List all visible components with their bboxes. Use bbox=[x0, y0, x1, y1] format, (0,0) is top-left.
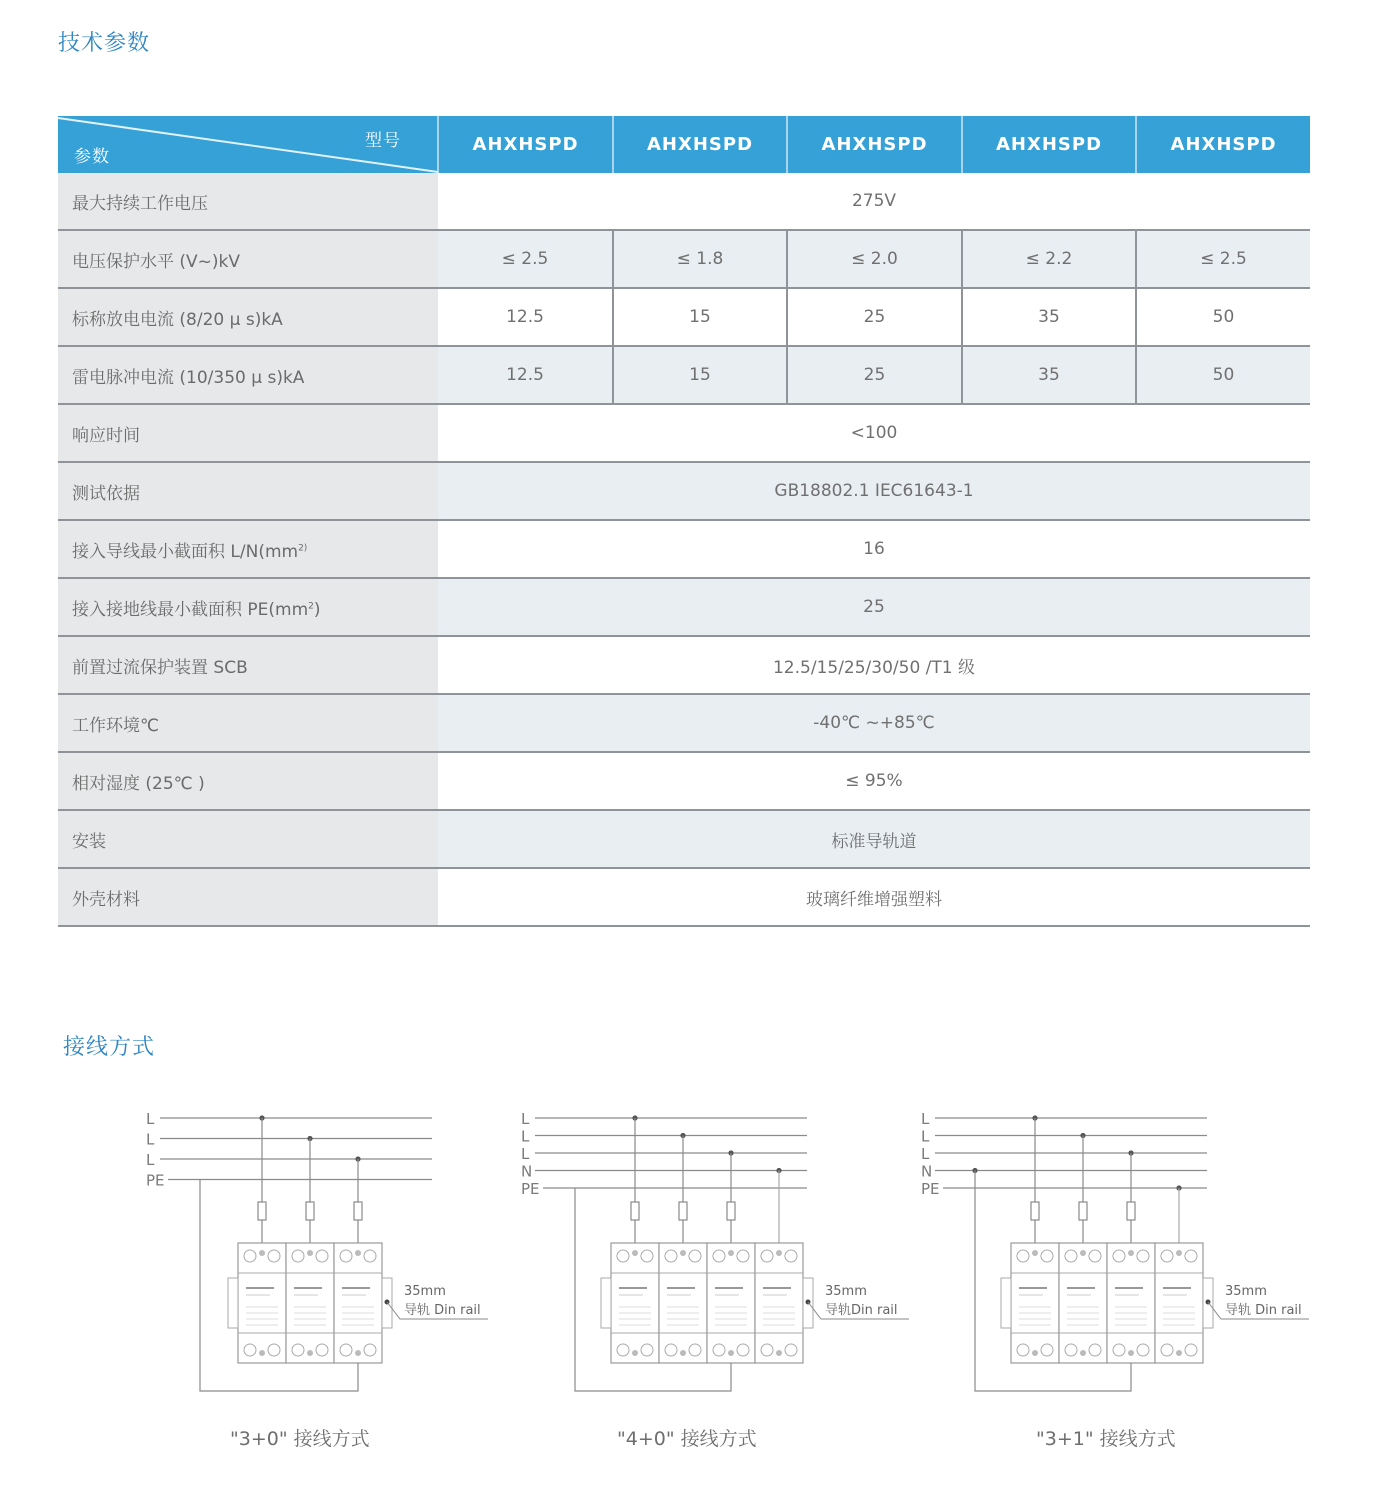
spd-module bbox=[611, 1243, 659, 1363]
param-label bbox=[58, 173, 438, 230]
model-header: AHXHSPD bbox=[613, 116, 787, 173]
terminal-point bbox=[632, 1250, 638, 1256]
param-text: 安装 bbox=[72, 831, 106, 852]
value-cell-spanning: 12.5/15/25/30/50 /T1 级 bbox=[438, 636, 1310, 694]
rail-size-label: 35mm bbox=[1225, 1284, 1267, 1299]
line-label: PE bbox=[521, 1180, 540, 1198]
param-label bbox=[58, 636, 438, 694]
terminal-point bbox=[259, 1250, 265, 1256]
wiring-diagram bbox=[515, 1100, 915, 1404]
wiring-section-title: 接线方式 bbox=[63, 1035, 156, 1060]
table-row bbox=[58, 694, 1310, 752]
value-cell: 12.5 bbox=[438, 288, 613, 346]
fuse-icon bbox=[1079, 1202, 1087, 1220]
value-cell: 12.5 bbox=[438, 346, 613, 404]
value-cell-spanning: -40℃ ~+85℃ bbox=[438, 694, 1310, 752]
diagram-caption: "3+1" 接线方式 bbox=[1036, 1428, 1176, 1450]
terminal-point bbox=[680, 1250, 686, 1256]
table-row bbox=[58, 752, 1310, 810]
table-row bbox=[58, 578, 1310, 636]
table-row bbox=[58, 462, 1310, 520]
param-label bbox=[58, 810, 438, 868]
value-cell-spanning: 25 bbox=[438, 578, 1310, 636]
spec-section-title: 技术参数 bbox=[58, 31, 151, 56]
terminal-point bbox=[1032, 1350, 1038, 1356]
fuse-icon bbox=[1031, 1202, 1039, 1220]
value-cell: 50 bbox=[1136, 346, 1310, 404]
terminal-point bbox=[1128, 1350, 1134, 1356]
value-cell: 25 bbox=[787, 346, 962, 404]
terminal-point bbox=[776, 1250, 782, 1256]
table-row bbox=[58, 288, 1310, 346]
value-cell-spanning: <100 bbox=[438, 404, 1310, 462]
spec-table bbox=[58, 116, 1310, 927]
param-label bbox=[58, 404, 438, 462]
din-rail-end bbox=[228, 1278, 238, 1328]
param-text: 前置过流保护装置 SCB bbox=[72, 657, 248, 678]
param-text: 接入接地线最小截面积 PE(mm bbox=[72, 599, 309, 620]
param-label bbox=[58, 694, 438, 752]
param-text: 响应时间 bbox=[72, 425, 140, 446]
line-label: N bbox=[921, 1162, 933, 1181]
fuse-icon bbox=[258, 1202, 266, 1220]
spd-module bbox=[1059, 1243, 1107, 1363]
param-label bbox=[58, 288, 438, 346]
spd-module bbox=[755, 1243, 803, 1363]
fuse-icon bbox=[306, 1202, 314, 1220]
spd-module bbox=[238, 1243, 286, 1363]
table-row bbox=[58, 636, 1310, 694]
table-row bbox=[58, 810, 1310, 868]
table-row bbox=[58, 173, 1310, 230]
terminal-point bbox=[1176, 1350, 1182, 1356]
rail-label: 导轨Din rail bbox=[825, 1303, 898, 1318]
param-text: 接入导线最小截面积 L/N(mm bbox=[72, 541, 299, 562]
value-cell: 50 bbox=[1136, 288, 1310, 346]
terminal-point bbox=[355, 1250, 361, 1256]
param-text: 相对湿度 (25℃ ) bbox=[72, 773, 205, 794]
spd-module bbox=[659, 1243, 707, 1363]
table-row bbox=[58, 868, 1310, 926]
value-cell-spanning: 16 bbox=[438, 520, 1310, 578]
terminal-point bbox=[1176, 1250, 1182, 1256]
din-rail-end bbox=[601, 1278, 611, 1328]
model-header: AHXHSPD bbox=[787, 116, 962, 173]
wiring-diagram bbox=[140, 1100, 540, 1404]
corner-header bbox=[58, 116, 438, 173]
terminal-point bbox=[1032, 1250, 1038, 1256]
corner-param-label: 参数 bbox=[74, 147, 110, 167]
terminal-point bbox=[355, 1350, 361, 1356]
value-cell: ≤ 2.5 bbox=[438, 230, 613, 288]
param-tail: ) bbox=[313, 599, 321, 620]
terminal-point bbox=[680, 1350, 686, 1356]
fuse-icon bbox=[727, 1202, 735, 1220]
table-row bbox=[58, 404, 1310, 462]
spd-module bbox=[707, 1243, 755, 1363]
value-cell-spanning: GB18802.1 IEC61643-1 bbox=[438, 462, 1310, 520]
rail-label: 导轨 Din rail bbox=[1225, 1303, 1302, 1318]
terminal-point bbox=[1128, 1250, 1134, 1256]
terminal-point bbox=[728, 1350, 734, 1356]
line-label: L bbox=[146, 1130, 155, 1149]
line-label: L bbox=[146, 1110, 155, 1128]
terminal-point bbox=[1080, 1350, 1086, 1356]
fuse-icon bbox=[354, 1202, 362, 1220]
line-label: PE bbox=[921, 1180, 940, 1198]
table-row bbox=[58, 520, 1310, 578]
diagram-caption: "4+0" 接线方式 bbox=[617, 1428, 757, 1450]
rail-size-label: 35mm bbox=[825, 1284, 867, 1299]
param-label bbox=[58, 578, 438, 636]
param-text: 工作环境℃ bbox=[72, 715, 160, 736]
line-label: L bbox=[521, 1127, 530, 1146]
spd-module bbox=[1155, 1243, 1203, 1363]
value-cell: ≤ 1.8 bbox=[613, 230, 787, 288]
param-superscript: 2) bbox=[298, 542, 308, 553]
value-cell: ≤ 2.5 bbox=[1136, 230, 1310, 288]
rail-size-label: 35mm bbox=[404, 1284, 446, 1299]
model-header: AHXHSPD bbox=[438, 116, 613, 173]
value-cell-spanning: 玻璃纤维增强塑料 bbox=[438, 868, 1310, 926]
fuse-icon bbox=[1127, 1202, 1135, 1220]
terminal-point bbox=[1080, 1250, 1086, 1256]
param-label bbox=[58, 462, 438, 520]
param-text: 测试依据 bbox=[72, 483, 140, 504]
param-label bbox=[58, 230, 438, 288]
line-label: N bbox=[521, 1162, 533, 1181]
spd-module bbox=[334, 1243, 382, 1363]
param-label bbox=[58, 520, 438, 578]
line-label: L bbox=[921, 1145, 930, 1163]
model-header: AHXHSPD bbox=[1136, 116, 1310, 173]
table-row bbox=[58, 230, 1310, 288]
param-superscript: 2 bbox=[308, 600, 314, 611]
line-label: L bbox=[921, 1127, 930, 1146]
table-header-row bbox=[58, 116, 1310, 173]
value-cell-spanning: ≤ 95% bbox=[438, 752, 1310, 810]
param-text: 雷电脉冲电流 (10/350 μ s)kA bbox=[72, 367, 305, 388]
spd-module bbox=[1107, 1243, 1155, 1363]
diagram-caption: "3+0" 接线方式 bbox=[230, 1428, 370, 1450]
terminal-point bbox=[259, 1350, 265, 1356]
value-cell-spanning: 标准导轨道 bbox=[438, 810, 1310, 868]
line-label: L bbox=[521, 1145, 530, 1163]
model-header: AHXHSPD bbox=[962, 116, 1136, 173]
terminal-point bbox=[307, 1350, 313, 1356]
param-label bbox=[58, 752, 438, 810]
fuse-icon bbox=[679, 1202, 687, 1220]
rail-label: 导轨 Din rail bbox=[404, 1303, 481, 1318]
value-cell: 35 bbox=[962, 346, 1136, 404]
terminal-point bbox=[632, 1350, 638, 1356]
param-label bbox=[58, 868, 438, 926]
value-cell: 35 bbox=[962, 288, 1136, 346]
spd-module bbox=[286, 1243, 334, 1363]
value-cell: ≤ 2.2 bbox=[962, 230, 1136, 288]
terminal-point bbox=[776, 1350, 782, 1356]
param-label bbox=[58, 346, 438, 404]
value-cell: 15 bbox=[613, 346, 787, 404]
line-label: L bbox=[521, 1110, 530, 1128]
value-cell: ≤ 2.0 bbox=[787, 230, 962, 288]
terminal-point bbox=[728, 1250, 734, 1256]
param-text: 标称放电电流 (8/20 μ s)kA bbox=[72, 309, 283, 330]
value-cell: 25 bbox=[787, 288, 962, 346]
line-label: L bbox=[921, 1110, 930, 1128]
line-label: L bbox=[146, 1151, 155, 1169]
param-text: 最大持续工作电压 bbox=[72, 193, 208, 214]
din-rail-end bbox=[1001, 1278, 1011, 1328]
value-cell-spanning: 275V bbox=[438, 173, 1310, 230]
line-label: PE bbox=[146, 1171, 165, 1190]
fuse-icon bbox=[631, 1202, 639, 1220]
terminal-point bbox=[307, 1250, 313, 1256]
corner-model-label: 型号 bbox=[365, 131, 401, 151]
param-text: 电压保护水平 (V~)kV bbox=[72, 251, 241, 272]
table-row bbox=[58, 346, 1310, 404]
param-text: 外壳材料 bbox=[72, 889, 140, 910]
wiring-diagram bbox=[915, 1100, 1315, 1404]
value-cell: 15 bbox=[613, 288, 787, 346]
spd-module bbox=[1011, 1243, 1059, 1363]
